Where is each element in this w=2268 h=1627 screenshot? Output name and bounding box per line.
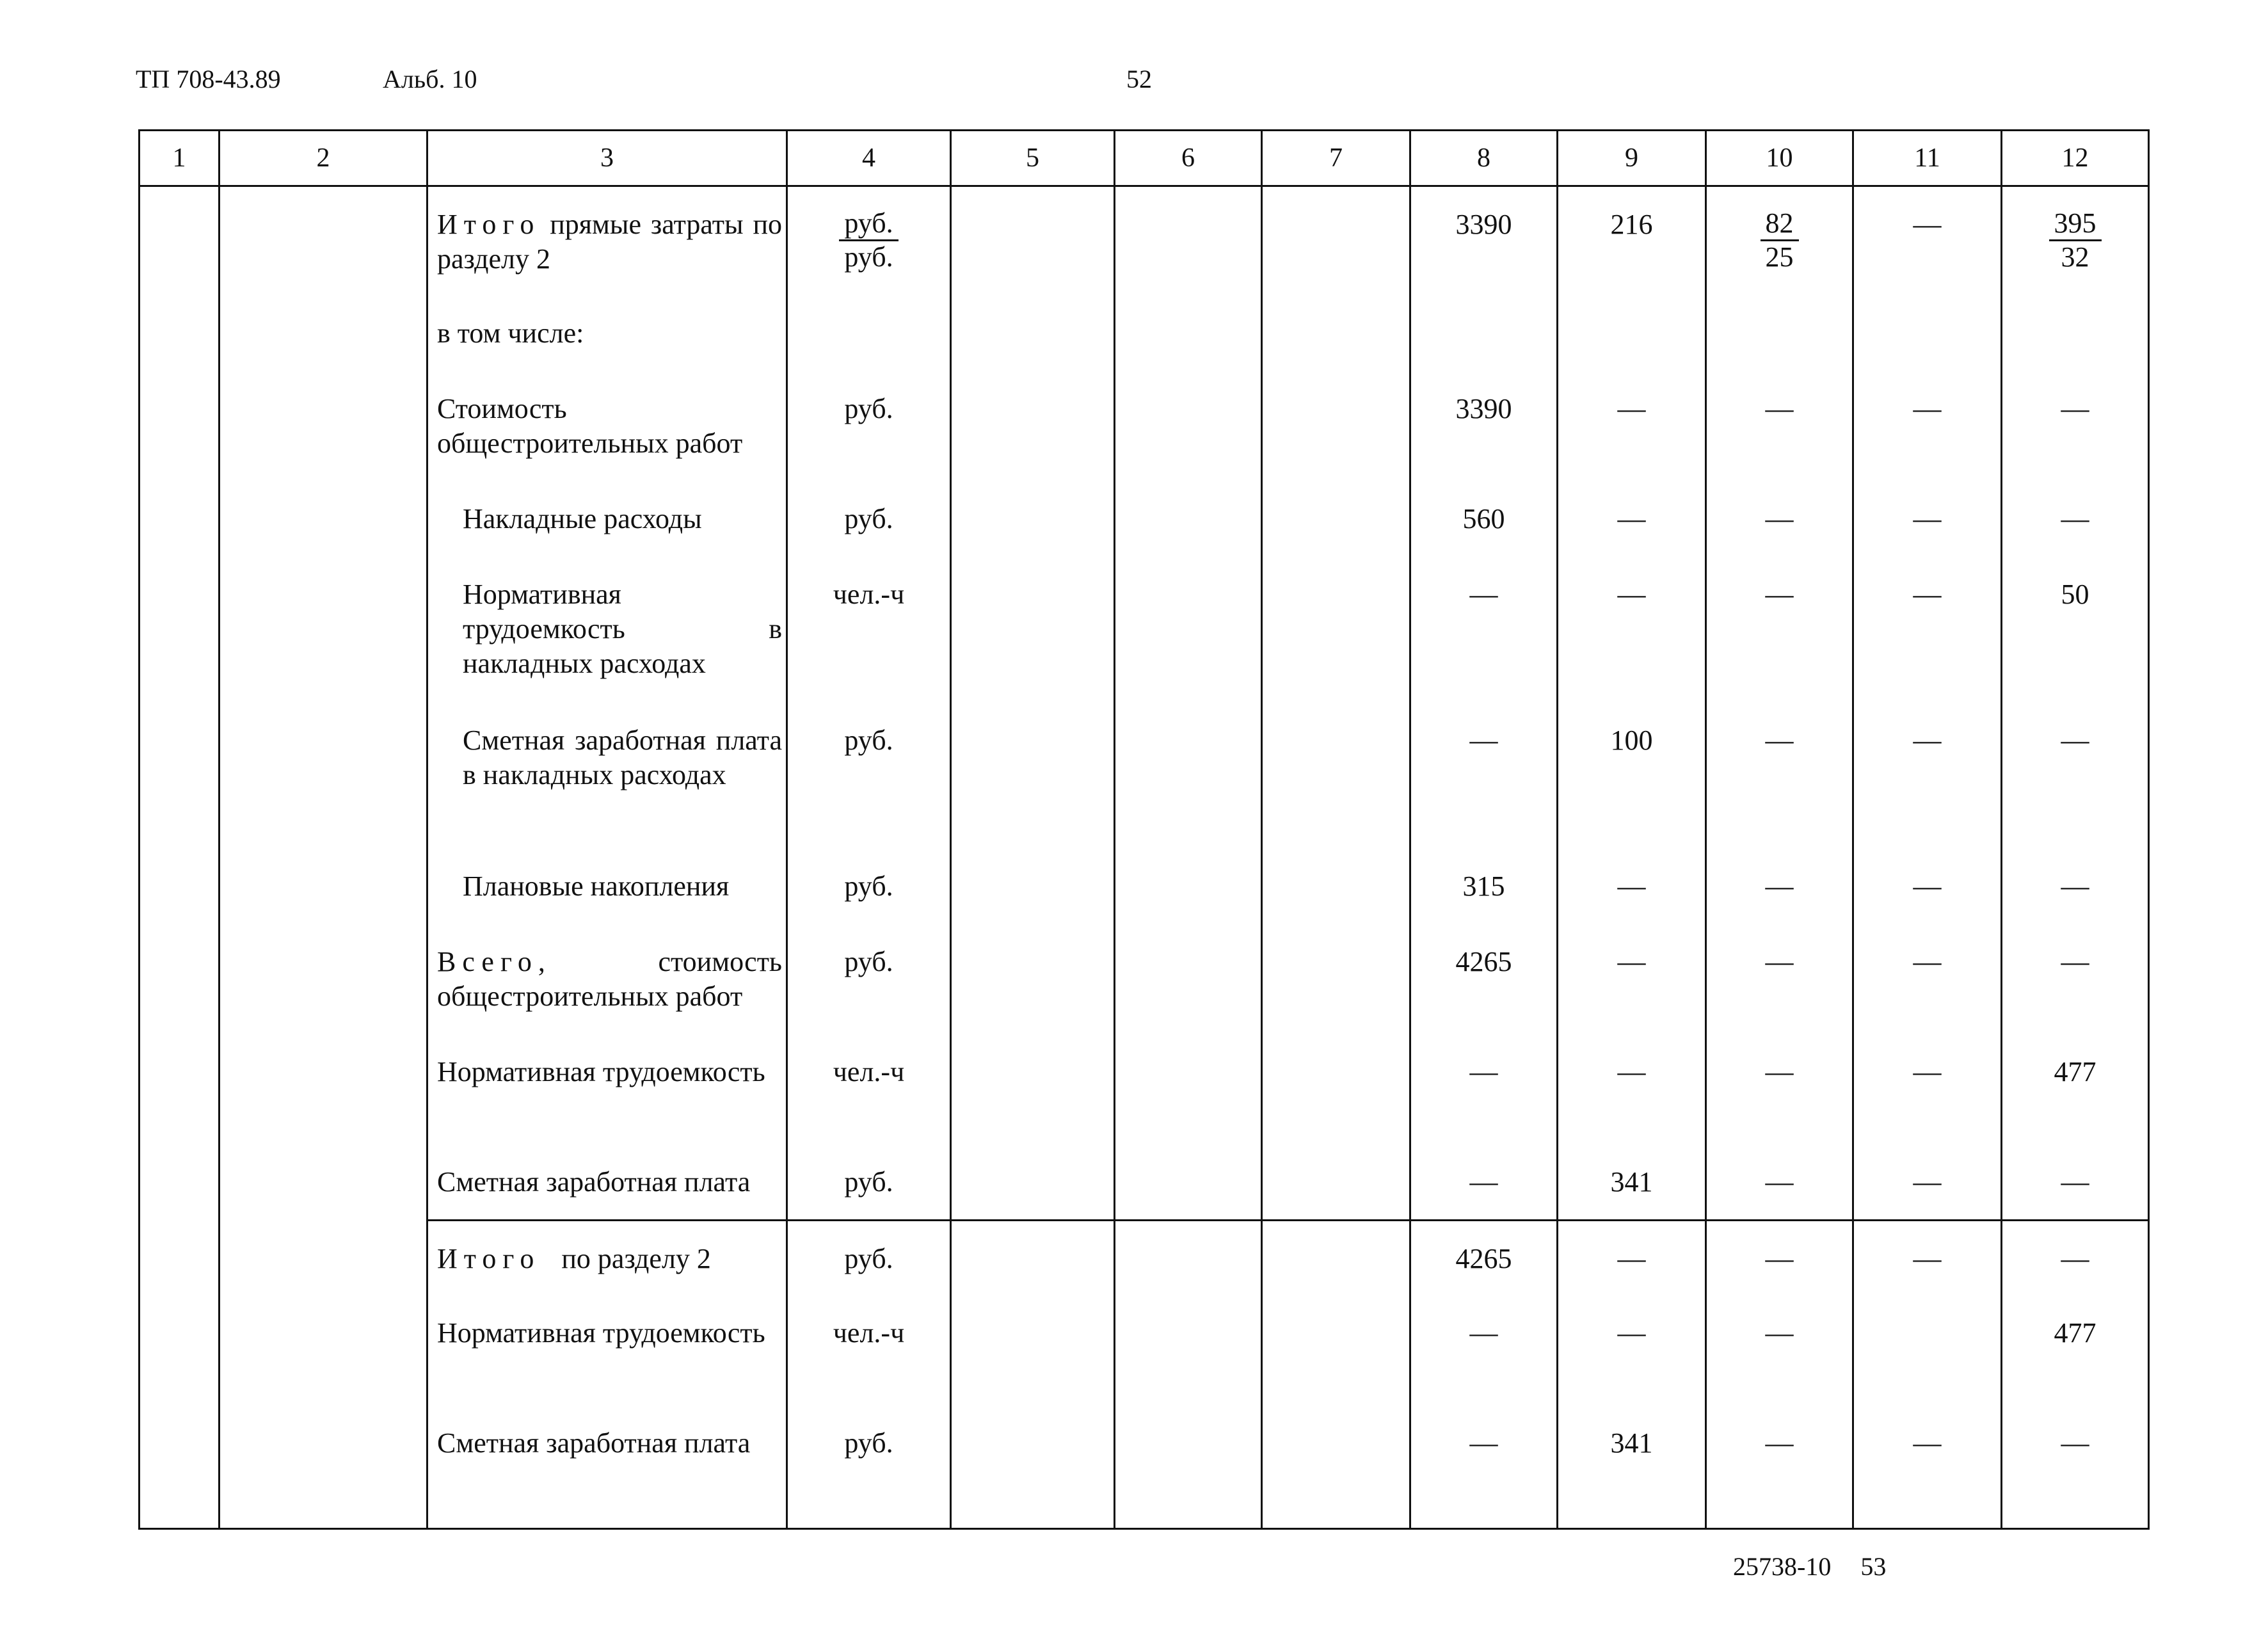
- table-row: [140, 1220, 2149, 1295]
- unit-cell: чел.-ч: [787, 557, 951, 703]
- column-header: 4: [787, 131, 951, 186]
- cell-col12: 477: [2002, 1295, 2149, 1406]
- row-label: Итого по разделу 2: [427, 1220, 787, 1295]
- cell-col12: 477: [2002, 1034, 2149, 1144]
- cell-col10: —: [1706, 1144, 1853, 1220]
- row-label: Сметная заработная плата: [427, 1406, 787, 1529]
- column-header: 7: [1262, 131, 1410, 186]
- column-header: 3: [427, 131, 787, 186]
- cell-col9: 216: [1558, 186, 1706, 296]
- table-row: [140, 1406, 2149, 1529]
- row-label: Нормативная трудоемкость в накладных расходах: [427, 557, 787, 703]
- row-label: Итого прямые затраты по разделу 2: [427, 186, 787, 296]
- column-header: 1: [140, 131, 220, 186]
- unit-cell: $\frac{\text{руб.}}{\text{руб.}}$: [787, 186, 951, 296]
- row-label: в том числе:: [427, 296, 787, 371]
- unit-cell: руб.: [787, 1406, 951, 1529]
- cell-col9: —: [1558, 557, 1706, 703]
- album-number: Альб. 10: [383, 65, 477, 93]
- cell-col12: —: [2002, 1220, 2149, 1295]
- cell-col11: —: [1853, 1144, 2002, 1220]
- cell-col8: —: [1410, 1295, 1558, 1406]
- cell-col11: —: [1853, 481, 2002, 557]
- cell-col12: —: [2002, 481, 2149, 557]
- column-header: 2: [220, 131, 427, 186]
- cell-col9: —: [1558, 1220, 1706, 1295]
- column-header: 9: [1558, 131, 1706, 186]
- unit-cell: руб.: [787, 849, 951, 924]
- cell-col11: —: [1853, 849, 2002, 924]
- cell-col11: —: [1853, 924, 2002, 1034]
- table-row: [140, 186, 2149, 296]
- cell-col10: —: [1706, 1295, 1853, 1406]
- unit-cell: руб.: [787, 481, 951, 557]
- cell-col8: 3390: [1410, 186, 1558, 296]
- cell-col9: —: [1558, 924, 1706, 1034]
- row-label: Нормативная трудоемкость: [427, 1295, 787, 1406]
- cell-col11: —: [1853, 1034, 2002, 1144]
- cell-col11: —: [1853, 557, 2002, 703]
- cell-col11: —: [1853, 1220, 2002, 1295]
- cell-col11: —: [1853, 371, 2002, 481]
- document-code: ТП 708-43.89: [136, 65, 281, 93]
- sheet-number: 53: [1860, 1552, 1887, 1581]
- table-row: [140, 481, 2149, 557]
- column-header: 12: [2002, 131, 2149, 186]
- cell-col9: 341: [1558, 1406, 1706, 1529]
- cell-col10: —: [1706, 557, 1853, 703]
- cell-col10: —: [1706, 371, 1853, 481]
- cell-col8: 4265: [1410, 924, 1558, 1034]
- cell-col12: —: [2002, 1144, 2149, 1220]
- cell-col9: —: [1558, 371, 1706, 481]
- table-row: [140, 1034, 2149, 1144]
- column-header: 10: [1706, 131, 1853, 186]
- unit-cell: руб.: [787, 703, 951, 849]
- unit-cell: чел.-ч: [787, 1295, 951, 1406]
- unit-cell: руб.: [787, 1220, 951, 1295]
- cell-col10: —: [1706, 1406, 1853, 1529]
- column-number-row: [140, 131, 2149, 186]
- column-header: 5: [951, 131, 1115, 186]
- table-row: [140, 557, 2149, 703]
- cell-col8: 560: [1410, 481, 1558, 557]
- column-header: 8: [1410, 131, 1558, 186]
- cell-col9: —: [1558, 481, 1706, 557]
- table-row: [140, 924, 2149, 1034]
- unit-cell: руб.: [787, 1144, 951, 1220]
- cell-col12: 50: [2002, 557, 2149, 703]
- cell-col9: —: [1558, 849, 1706, 924]
- cell-col10: —: [1706, 1034, 1853, 1144]
- row-label: Плановые накопления: [427, 849, 787, 924]
- cell-col12: $\frac{395}{32}$: [2002, 186, 2149, 296]
- table-row: [140, 1144, 2149, 1220]
- row-label: Стоимость общестроительных работ: [427, 371, 787, 481]
- cell-col8: —: [1410, 703, 1558, 849]
- cell-col12: —: [2002, 1406, 2149, 1529]
- row-label: Накладные расходы: [427, 481, 787, 557]
- cell-col8: —: [1410, 1406, 1558, 1529]
- row-label: Сметная заработная плата: [427, 1144, 787, 1220]
- cell-col8: 3390: [1410, 371, 1558, 481]
- cell-col10: —: [1706, 924, 1853, 1034]
- column-header: 6: [1115, 131, 1262, 186]
- row-label: Сметная заработная плата в накладных расходах: [427, 703, 787, 849]
- cell-col10: —: [1706, 703, 1853, 849]
- cell-col8: —: [1410, 1034, 1558, 1144]
- cell-col8: 315: [1410, 849, 1558, 924]
- cell-col11: —: [1853, 186, 2002, 296]
- table-row: [140, 1295, 2149, 1406]
- unit-cell: чел.-ч: [787, 1034, 951, 1144]
- cell-col9: —: [1558, 1034, 1706, 1144]
- row-label: Всего, стоимость общестроительных работ: [427, 924, 787, 1034]
- page-number: 52: [1126, 65, 1152, 93]
- cell-col8: —: [1410, 557, 1558, 703]
- cell-col9: 100: [1558, 703, 1706, 849]
- unit-cell: руб.: [787, 371, 951, 481]
- cell-col12: —: [2002, 371, 2149, 481]
- cell-col10: —: [1706, 481, 1853, 557]
- cell-col10: $\frac{82}{25}$: [1706, 186, 1853, 296]
- sheet-code: 25738-10: [1733, 1552, 1832, 1581]
- cell-col11: —: [1853, 1406, 2002, 1529]
- table-row: [140, 849, 2149, 924]
- table-row: [140, 703, 2149, 849]
- row-label: Нормативная трудоемкость: [427, 1034, 787, 1144]
- cell-col9: —: [1558, 1295, 1706, 1406]
- sheet-footer: [1733, 1551, 1915, 1582]
- cell-col12: —: [2002, 849, 2149, 924]
- unit-cell: руб.: [787, 924, 951, 1034]
- cell-col12: —: [2002, 924, 2149, 1034]
- table-row: [140, 296, 2149, 371]
- table-row: [140, 371, 2149, 481]
- cell-col11: [1853, 1295, 2002, 1406]
- cell-col8: 4265: [1410, 1220, 1558, 1295]
- cell-col8: —: [1410, 1144, 1558, 1220]
- estimate-table: [138, 129, 2150, 1530]
- cell-col11: —: [1853, 703, 2002, 849]
- cell-col9: 341: [1558, 1144, 1706, 1220]
- cell-col10: —: [1706, 1220, 1853, 1295]
- cell-col10: —: [1706, 849, 1853, 924]
- column-header: 11: [1853, 131, 2002, 186]
- cell-col12: —: [2002, 703, 2149, 849]
